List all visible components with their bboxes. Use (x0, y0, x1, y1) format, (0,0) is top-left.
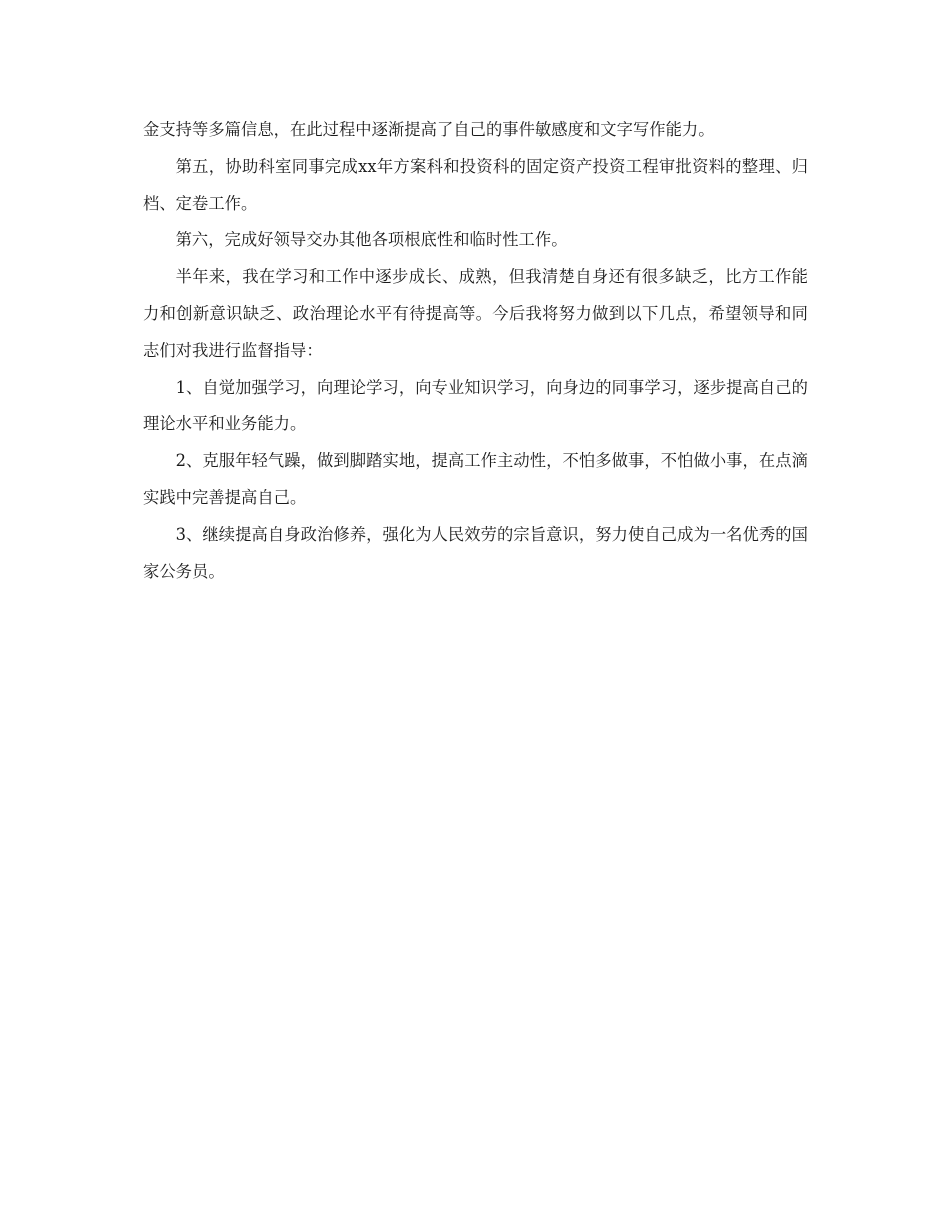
paragraph-plan-2: 2、克服年轻气躁，做到脚踏实地，提高工作主动性，不怕多做事，不怕做小事，在点滴实践中完善提高自己。 (143, 451, 808, 507)
paragraph-item-sixth: 第六，完成好领导交办其他各项根底性和临时性工作。 (175, 230, 568, 250)
document-body (143, 112, 808, 590)
paragraph-continuation: 金支持等多篇信息，在此过程中逐渐提高了自己的事件敏感度和文字写作能力。 (143, 120, 715, 139)
paragraph-item-fifth: 第五，协助科室同事完成xx年方案科和投资科的固定资产投资工程审批资料的整理、归档、定卷工作。 (143, 156, 808, 213)
paragraph-plan-1: 1、自觉加强学习，向理论学习，向专业知识学习，向身边的同事学习，逐步提高自己的理论水平和业务能力。 (143, 377, 808, 434)
paragraph-half-year-summary: 半年来，我在学习和工作中逐步成长、成熟，但我清楚自身还有很多缺乏，比方工作能力和创新意识缺乏、政治理论水平有待提高等。今后我将努力做到以下几点，希望领导和同志们对我进行监督指导： (143, 267, 808, 360)
paragraph-plan-3: 3、继续提高自身政治修养，强化为人民效劳的宗旨意识，努力使自己成为一名优秀的国家公务员。 (143, 524, 808, 581)
